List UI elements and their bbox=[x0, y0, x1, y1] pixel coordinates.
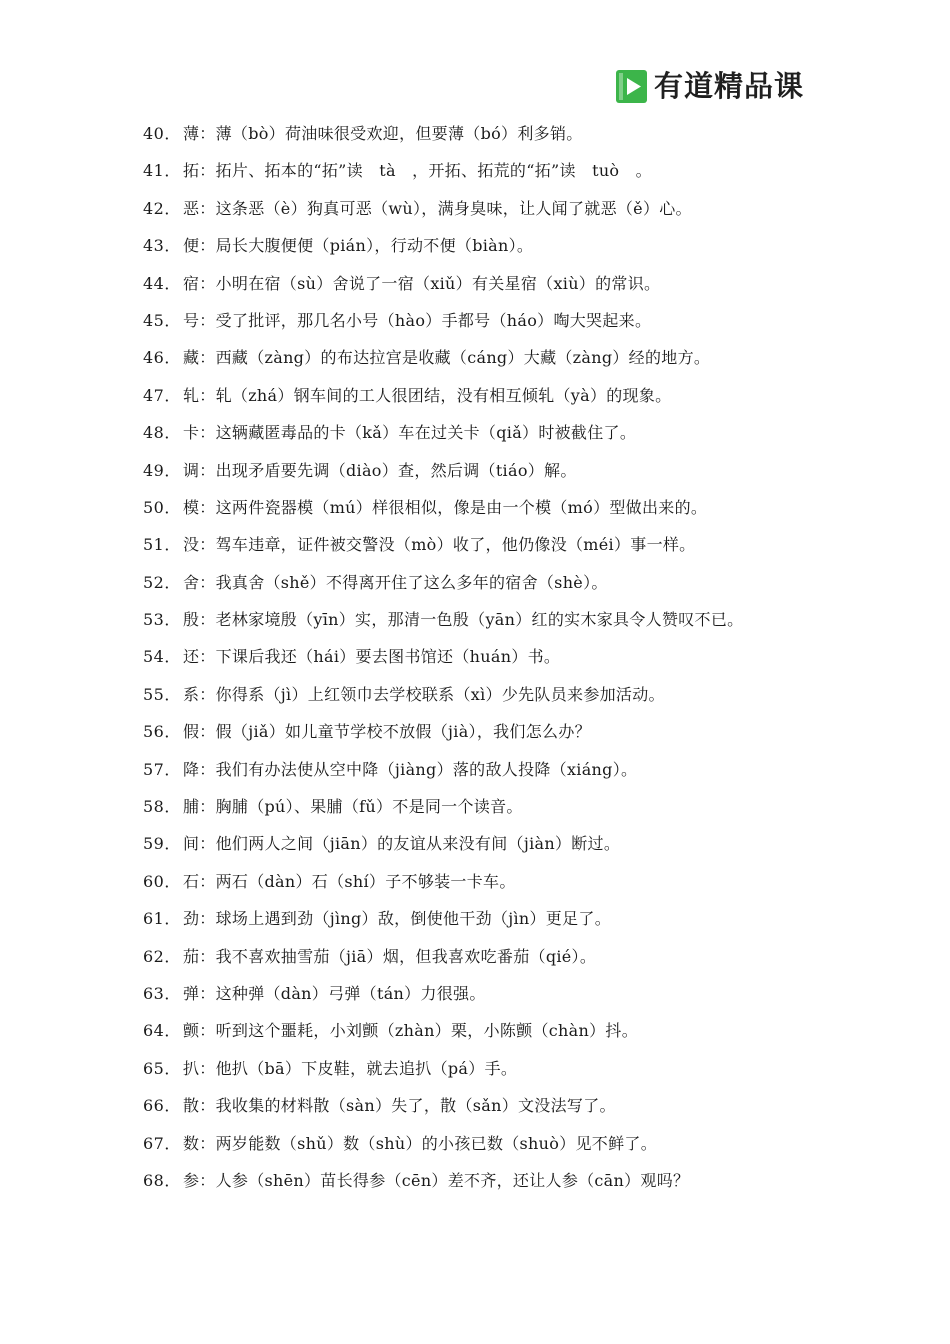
item-number: 49． bbox=[143, 460, 181, 480]
item-number: 51． bbox=[143, 535, 181, 555]
list-item bbox=[143, 526, 933, 563]
item-text: 拓：拓片、拓本的“拓”读 tà ，开拓、拓荒的“拓”读 tuò 。 bbox=[183, 161, 652, 181]
list-item bbox=[143, 115, 933, 152]
item-text: 假：假（jiǎ）如儿童节学校不放假（jià），我们怎么办？ bbox=[183, 722, 591, 742]
list-item bbox=[143, 713, 933, 750]
item-number: 53． bbox=[143, 610, 181, 630]
item-number: 43． bbox=[143, 236, 181, 256]
list-item bbox=[143, 489, 933, 526]
list-item bbox=[143, 788, 933, 825]
item-text: 脯：胸脯（pú）、果脯（fǔ）不是同一个读音。 bbox=[183, 797, 523, 817]
list-item bbox=[143, 265, 933, 302]
item-number: 42． bbox=[143, 198, 181, 218]
item-text: 弹：这种弹（dàn）弓弹（tán）力很强。 bbox=[183, 983, 486, 1003]
item-number: 47． bbox=[143, 385, 181, 405]
list-item bbox=[143, 900, 933, 937]
item-text: 薄：薄（bò）荷油味很受欢迎，但要薄（bó）利多销。 bbox=[183, 124, 583, 143]
item-number: 45． bbox=[143, 310, 181, 330]
item-text: 石：两石（dàn）石（shí）子不够装一卡车。 bbox=[183, 871, 516, 891]
item-number: 62． bbox=[143, 946, 181, 966]
item-text: 劲：球场上遇到劲（jìng）敌，倒使他干劲（jìn）更足了。 bbox=[183, 909, 612, 929]
list-item bbox=[143, 1050, 933, 1087]
brand-name: 有道精品课 bbox=[654, 69, 805, 103]
list-item bbox=[143, 601, 933, 638]
item-text: 殷：老林家境殷（yīn）实，那清一色殷（yān）红的实木家具令人赞叹不已。 bbox=[183, 610, 744, 630]
list-item bbox=[143, 638, 933, 675]
item-number: 40． bbox=[143, 124, 181, 143]
list-item bbox=[143, 1125, 933, 1162]
item-number: 60． bbox=[143, 871, 181, 891]
item-number: 46． bbox=[143, 348, 181, 368]
list-item bbox=[143, 414, 933, 451]
item-text: 没：驾车违章，证件被交警没（mò）收了，他仍像没（méi）事一样。 bbox=[183, 535, 696, 555]
item-number: 67． bbox=[143, 1133, 181, 1153]
item-number: 61． bbox=[143, 909, 181, 929]
item-number: 57． bbox=[143, 759, 181, 779]
item-text: 散：我收集的材料散（sàn）失了，散（sǎn）文没法写了。 bbox=[183, 1096, 616, 1116]
list-item bbox=[143, 302, 933, 339]
item-text: 号：受了批评，那几名小号（hào）手都号（háo）啕大哭起来。 bbox=[183, 310, 652, 330]
play-book-icon bbox=[616, 70, 647, 103]
brand-logo bbox=[616, 68, 804, 104]
item-text: 舍：我真舍（shě）不得离开住了这么多年的宿舍（shè）。 bbox=[183, 572, 608, 592]
item-text: 数：两岁能数（shǔ）数（shù）的小孩已数（shuò）见不鲜了。 bbox=[183, 1133, 657, 1153]
list-item bbox=[143, 564, 933, 601]
pronunciation-list bbox=[143, 115, 933, 1199]
item-number: 64． bbox=[143, 1021, 181, 1041]
item-text: 降：我们有办法使从空中降（jiàng）落的敌人投降（xiáng）。 bbox=[183, 759, 638, 779]
item-text: 恶：这条恶（è）狗真可恶（wù），满身臭味，让人闻了就恶（ě）心。 bbox=[183, 198, 692, 218]
list-item bbox=[143, 1087, 933, 1124]
list-item bbox=[143, 751, 933, 788]
list-item bbox=[143, 452, 933, 489]
list-item bbox=[143, 863, 933, 900]
list-item bbox=[143, 975, 933, 1012]
item-text: 扒：他扒（bā）下皮鞋，就去追扒（pá）手。 bbox=[183, 1058, 518, 1078]
list-item bbox=[143, 339, 933, 376]
item-text: 间：他们两人之间（jiān）的友谊从来没有间（jiàn）断过。 bbox=[183, 834, 621, 854]
list-item bbox=[143, 1012, 933, 1049]
list-item bbox=[143, 377, 933, 414]
list-item bbox=[143, 676, 933, 713]
item-text: 调：出现矛盾要先调（diào）查，然后调（tiáo）解。 bbox=[183, 460, 577, 480]
item-text: 茄：我不喜欢抽雪茄（jiā）烟，但我喜欢吃番茄（qié）。 bbox=[183, 946, 597, 966]
list-item bbox=[143, 938, 933, 975]
list-item bbox=[143, 227, 933, 264]
item-text: 参：人参（shēn）苗长得参（cēn）差不齐，还让人参（cān）观吗？ bbox=[183, 1170, 690, 1190]
item-text: 便：局长大腹便便（pián），行动不便（biàn）。 bbox=[183, 236, 534, 256]
item-text: 宿：小明在宿（sù）舍说了一宿（xiǔ）有关星宿（xiù）的常识。 bbox=[183, 273, 661, 293]
item-text: 模：这两件瓷器模（mú）样很相似，像是由一个模（mó）型做出来的。 bbox=[183, 497, 708, 517]
item-number: 68． bbox=[143, 1170, 181, 1190]
item-number: 41． bbox=[143, 161, 181, 181]
item-number: 65． bbox=[143, 1058, 181, 1078]
list-item bbox=[143, 825, 933, 862]
item-number: 63． bbox=[143, 983, 181, 1003]
item-number: 59． bbox=[143, 834, 181, 854]
item-number: 58． bbox=[143, 797, 181, 817]
item-text: 卡：这辆藏匿毒品的卡（kǎ）车在过关卡（qiǎ）时被截住了。 bbox=[183, 423, 637, 443]
list-item bbox=[143, 152, 933, 189]
item-text: 还：下课后我还（hái）要去图书馆还（huán）书。 bbox=[183, 647, 561, 667]
item-number: 52． bbox=[143, 572, 181, 592]
item-number: 44． bbox=[143, 273, 181, 293]
item-number: 56． bbox=[143, 722, 181, 742]
item-text: 藏：西藏（zàng）的布达拉宫是收藏（cáng）大藏（zàng）经的地方。 bbox=[183, 348, 711, 368]
item-number: 66． bbox=[143, 1096, 181, 1116]
item-number: 55． bbox=[143, 684, 181, 704]
list-item bbox=[143, 1162, 933, 1199]
item-text: 轧：轧（zhá）钢车间的工人很团结，没有相互倾轧（yà）的现象。 bbox=[183, 385, 672, 405]
item-number: 48． bbox=[143, 423, 181, 443]
item-text: 颤：听到这个噩耗，小刘颤（zhàn）栗，小陈颤（chàn）抖。 bbox=[183, 1021, 638, 1041]
list-item bbox=[143, 190, 933, 227]
item-text: 系：你得系（jì）上红领巾去学校联系（xì）少先队员来参加活动。 bbox=[183, 684, 665, 704]
item-number: 54． bbox=[143, 647, 181, 667]
item-number: 50． bbox=[143, 497, 181, 517]
